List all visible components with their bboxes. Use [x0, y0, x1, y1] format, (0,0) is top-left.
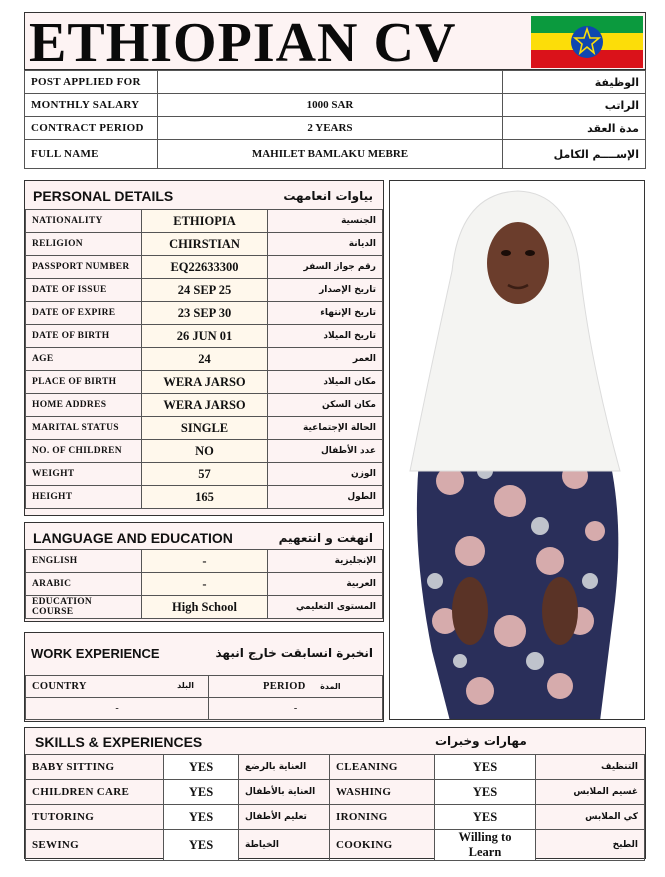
personal-field-value: 26 JUN 01	[142, 325, 268, 348]
skill-label: IRONING	[330, 805, 435, 830]
personal-field-value: EQ22633300	[142, 256, 268, 279]
personal-field-value: NO	[142, 440, 268, 463]
table-row	[26, 596, 383, 619]
personal-field-value: 165	[142, 486, 268, 509]
table-row	[26, 486, 383, 509]
personal-field-arabic: الديانة	[268, 233, 383, 256]
personal-details-title: PERSONAL DETAILS	[33, 188, 174, 204]
table-row	[25, 94, 646, 117]
skill-label: BABY SITTING	[26, 755, 164, 780]
post-applied-arabic: الوظيفة	[503, 71, 646, 94]
ethiopian-flag-icon	[531, 16, 643, 68]
skill-value: YES	[164, 805, 239, 830]
post-applied-value	[158, 71, 503, 94]
personal-field-label: WEIGHT	[26, 463, 142, 486]
contract-period-arabic: مدة العقد	[503, 117, 646, 140]
country-label: COUNTRY	[32, 681, 87, 692]
table-row	[26, 780, 645, 805]
skill-label: COOKING	[330, 830, 435, 861]
personal-field-label: PLACE OF BIRTH	[26, 371, 142, 394]
skills-title: SKILLS & EXPERIENCES	[35, 734, 203, 750]
personal-field-arabic: تاريخ الإنتهاء	[268, 302, 383, 325]
work-experience-section	[24, 632, 384, 722]
skill-value: Willing to Learn	[435, 830, 536, 861]
skill-value: YES	[435, 805, 536, 830]
personal-field-arabic: مكان الميلاد	[268, 371, 383, 394]
personal-field-value: WERA JARSO	[142, 394, 268, 417]
skill-arabic: تعليم الأطفال	[239, 805, 330, 830]
personal-field-arabic: الطول	[268, 486, 383, 509]
skill-arabic: العناية بالأطفال	[239, 780, 330, 805]
skill-value: YES	[435, 780, 536, 805]
skill-label: TUTORING	[26, 805, 164, 830]
table-row	[26, 325, 383, 348]
work-experience-title-arabic: انخبرة انسابقت خارج انبهذ	[215, 646, 373, 660]
table-row	[25, 71, 646, 94]
candidate-portrait-image	[390, 181, 645, 720]
table-row	[26, 573, 383, 596]
language-field-label: ARABIC	[26, 573, 142, 596]
personal-field-value: 24 SEP 25	[142, 279, 268, 302]
personal-field-label: DATE OF ISSUE	[26, 279, 142, 302]
full-name-label: FULL NAME	[25, 140, 158, 169]
table-row	[26, 394, 383, 417]
personal-details-title-arabic: بياوات انعامهت	[283, 189, 373, 203]
language-field-arabic: العربية	[268, 573, 383, 596]
language-education-title: LANGUAGE AND EDUCATION	[33, 530, 233, 546]
personal-field-value: ETHIOPIA	[142, 210, 268, 233]
table-row	[26, 302, 383, 325]
monthly-salary-arabic: الراتب	[503, 94, 646, 117]
table-row	[26, 233, 383, 256]
personal-field-arabic: تاريخ الإصدار	[268, 279, 383, 302]
table-row	[26, 440, 383, 463]
period-label: PERIOD	[263, 681, 306, 692]
skill-arabic: الطبخ	[536, 830, 645, 861]
personal-field-arabic: العمر	[268, 348, 383, 371]
table-row	[26, 279, 383, 302]
skill-arabic: كي الملابس	[536, 805, 645, 830]
work-experience-title: WORK EXPERIENCE	[31, 646, 160, 661]
personal-field-arabic: الحالة الإجتماعية	[268, 417, 383, 440]
personal-field-value: 57	[142, 463, 268, 486]
table-row	[26, 371, 383, 394]
skills-table	[25, 754, 645, 861]
personal-field-arabic: رقم جواز السفر	[268, 256, 383, 279]
table-row	[25, 117, 646, 140]
country-value: -	[26, 698, 209, 720]
cv-title-bar	[24, 12, 646, 74]
country-arabic: البلد	[177, 681, 194, 690]
language-education-title-arabic: انهغت و انتعهيم	[278, 531, 373, 545]
monthly-salary-label: MONTHLY SALARY	[25, 94, 158, 117]
personal-details-section	[24, 180, 384, 516]
personal-field-label: AGE	[26, 348, 142, 371]
personal-field-arabic: مكان السكن	[268, 394, 383, 417]
table-row	[26, 417, 383, 440]
cv-title: ETHIOPIAN CV	[29, 12, 457, 74]
personal-field-arabic: الوزن	[268, 463, 383, 486]
skill-arabic: الخياطة	[239, 830, 330, 861]
table-row	[26, 755, 645, 780]
personal-field-label: DATE OF EXPIRE	[26, 302, 142, 325]
personal-field-label: NO. OF CHILDREN	[26, 440, 142, 463]
skill-label: CHILDREN CARE	[26, 780, 164, 805]
full-name-value: MAHILET BAMLAKU MEBRE	[158, 140, 503, 169]
skill-arabic: التنظيف	[536, 755, 645, 780]
language-field-arabic: الإنجليزية	[268, 550, 383, 573]
skills-section	[24, 727, 646, 859]
language-field-value: -	[142, 550, 268, 573]
language-field-label: ENGLISH	[26, 550, 142, 573]
personal-details-table	[25, 209, 383, 509]
monthly-salary-value: 1000 SAR	[158, 94, 503, 117]
skills-title-arabic: مهارات وخبرات	[435, 734, 527, 748]
post-applied-label: POST APPLIED FOR	[25, 71, 158, 94]
skill-value: YES	[435, 755, 536, 780]
personal-field-label: DATE OF BIRTH	[26, 325, 142, 348]
language-field-value: High School	[142, 596, 268, 619]
personal-field-arabic: الجنسية	[268, 210, 383, 233]
language-education-section	[24, 522, 384, 622]
table-row	[26, 348, 383, 371]
candidate-photo	[389, 180, 645, 720]
personal-field-arabic: تاريخ الميلاد	[268, 325, 383, 348]
personal-field-value: 23 SEP 30	[142, 302, 268, 325]
table-row	[26, 805, 645, 830]
language-field-label: EDUCATION COURSE	[26, 596, 142, 619]
full-name-arabic: الإســــم الكامل	[503, 140, 646, 169]
skill-arabic: غسيم الملابس	[536, 780, 645, 805]
table-row	[26, 210, 383, 233]
personal-field-value: SINGLE	[142, 417, 268, 440]
skill-value: YES	[164, 755, 239, 780]
job-header-table	[24, 70, 646, 169]
skill-arabic: العناية بالرضع	[239, 755, 330, 780]
table-row	[26, 256, 383, 279]
skill-value: YES	[164, 780, 239, 805]
table-row	[26, 676, 383, 698]
contract-period-value: 2 YEARS	[158, 117, 503, 140]
personal-field-label: NATIONALITY	[26, 210, 142, 233]
skill-label: WASHING	[330, 780, 435, 805]
work-experience-table	[25, 675, 383, 720]
personal-field-label: PASSPORT NUMBER	[26, 256, 142, 279]
table-row	[26, 550, 383, 573]
personal-field-value: CHIRSTIAN	[142, 233, 268, 256]
language-field-value: -	[142, 573, 268, 596]
personal-field-label: HEIGHT	[26, 486, 142, 509]
table-row	[26, 463, 383, 486]
contract-period-label: CONTRACT PERIOD	[25, 117, 158, 140]
personal-field-label: MARITAL STATUS	[26, 417, 142, 440]
period-arabic: المدة	[320, 682, 341, 691]
skill-label: SEWING	[26, 830, 164, 861]
personal-field-arabic: عدد الأطفال	[268, 440, 383, 463]
language-education-table	[25, 549, 383, 619]
personal-field-value: WERA JARSO	[142, 371, 268, 394]
table-row	[26, 698, 383, 720]
period-value: -	[209, 698, 383, 720]
personal-field-label: HOME ADDRES	[26, 394, 142, 417]
skill-label: CLEANING	[330, 755, 435, 780]
table-row	[26, 830, 645, 861]
table-row	[25, 140, 646, 169]
language-field-arabic: المستوى التعليمي	[268, 596, 383, 619]
personal-field-value: 24	[142, 348, 268, 371]
personal-field-label: RELIGION	[26, 233, 142, 256]
skill-value: YES	[164, 830, 239, 861]
